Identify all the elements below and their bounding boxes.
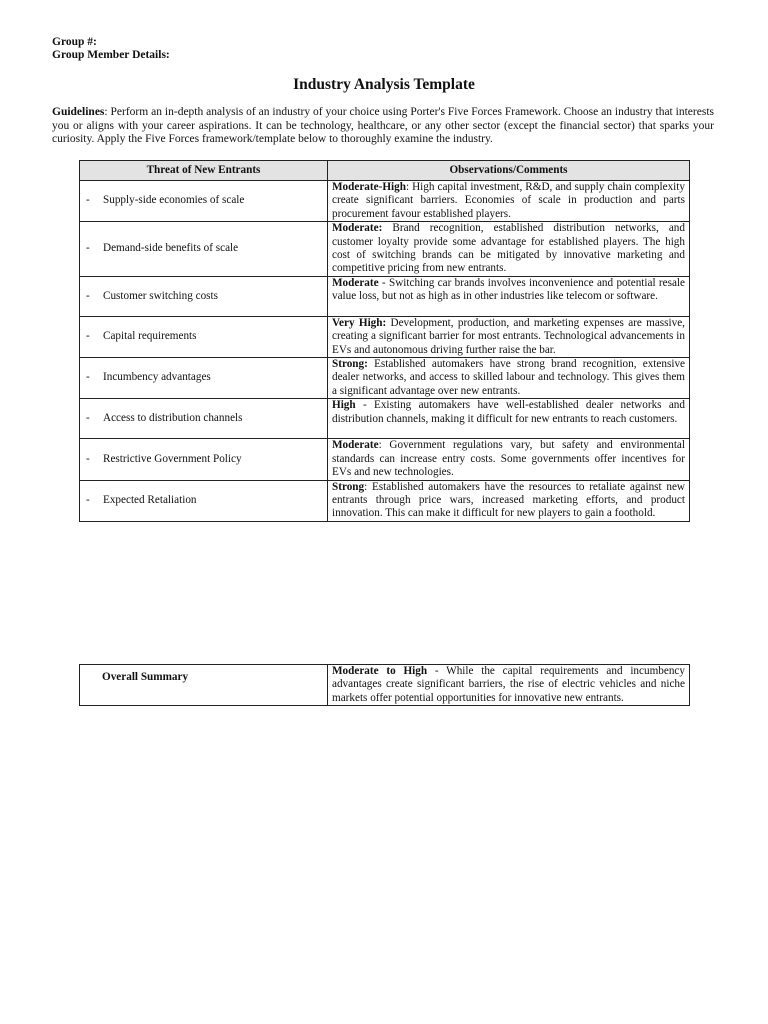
comment-text: : Established automakers have the resources to retaliate against new entrants through price wars, increased marketing efforts, and product innovation. This can make it difficult for new players to gain a foothold. [332, 480, 685, 520]
observation-cell [328, 399, 690, 439]
table-row [80, 480, 690, 521]
rating-label: Moderate: [332, 222, 383, 235]
table-row [80, 181, 690, 222]
guidelines-text: : Perform an in-depth analysis of an industry of your choice using Porter's Five Forces Framework. Choose an industry that interests you or aligns with your career aspirations. It can be technology, healthcare, or any other sector (except the financial sector) that sparks your curiosity. Apply the Five Forces framework/template below to thoroughly examine the industry. [52, 106, 714, 145]
factor-label: Demand-side benefits of scale [103, 242, 239, 255]
bullet-dash: - [86, 412, 90, 425]
factor-cell [80, 399, 328, 439]
factor-label: Supply-side economies of scale [103, 194, 245, 207]
table-row [80, 358, 690, 399]
summary-rating-label: Moderate to High [332, 665, 428, 677]
bullet-dash: - [86, 493, 90, 506]
summary-row [80, 665, 690, 706]
observation-cell [328, 276, 690, 316]
comment-text: Brand recognition, established distribution networks, and customer loyalty provide some advantage for established players. The high cost of switching brands can be mitigated by innovative marketing and competitive pricing from new entrants. [332, 222, 685, 275]
factor-cell [80, 316, 328, 357]
comment-text: Development, production, and marketing expenses are massive, creating a significant barrier for most entrants. Technological advancements in EVs and autonomous driving further raise the bar. [332, 316, 685, 356]
guidelines-paragraph [52, 106, 714, 147]
group-member-details-label: Group Member Details: [52, 49, 170, 61]
factor-label: Customer switching costs [103, 289, 218, 302]
summary-observation-cell [328, 665, 690, 706]
rating-label: Very High: [332, 316, 387, 329]
bullet-dash: - [86, 194, 90, 207]
page-title: Industry Analysis Template [293, 76, 475, 93]
comment-text: : Government regulations vary, but safety and environmental standards can increase entry costs. Some governments offer incentives for EVs and new technologies. [332, 439, 685, 479]
table-header-row [80, 161, 690, 181]
factor-label: Expected Retaliation [103, 493, 197, 506]
observation-cell [328, 181, 690, 222]
factor-cell [80, 222, 328, 277]
factor-label: Capital requirements [103, 330, 197, 343]
comment-text: - Switching car brands involves inconvenience and potential resale value loss, but not as high as in other industries like telecom or software. [332, 276, 685, 303]
bullet-dash: - [86, 242, 90, 255]
rating-label: Moderate [332, 276, 379, 289]
comment-text: : High capital investment, R&D, and supply chain complexity create significant barriers. Economies of scale in production and parts procurement favour established players. [332, 181, 685, 220]
factor-cell [80, 181, 328, 222]
factor-cell [80, 358, 328, 399]
observation-cell [328, 439, 690, 480]
guidelines-label: Guidelines [52, 106, 105, 118]
observation-cell [328, 222, 690, 277]
header-observations-comments: Observations/Comments [328, 161, 690, 181]
table-row [80, 316, 690, 357]
rating-label: High [332, 399, 356, 412]
comment-text: - Existing automakers have well-established dealer networks and distribution channels, making it difficult for new entrants to reach customers. [332, 399, 685, 425]
factor-label: Incumbency advantages [103, 371, 211, 384]
observation-cell [328, 316, 690, 357]
bullet-dash: - [86, 330, 90, 343]
threat-of-new-entrants-table [79, 160, 690, 522]
group-number-label: Group #: [52, 36, 97, 48]
summary-comment-text: - While the capital requirements and incumbency advantages create significant barriers, the rise of electric vehicles and niche markets offer potential opportunities for innovative new entrants. [332, 665, 685, 704]
comment-text: Established automakers have strong brand recognition, extensive dealer networks, and access to skilled labour and technology. This gives them a significant advantage over new entrants. [332, 358, 685, 397]
factor-cell [80, 439, 328, 480]
factor-cell [80, 480, 328, 521]
overall-summary-label: Overall Summary [80, 665, 328, 706]
rating-label: Strong: [332, 358, 368, 371]
table-row [80, 399, 690, 439]
bullet-dash: - [86, 371, 90, 384]
factor-label: Access to distribution channels [103, 412, 243, 425]
bullet-dash: - [86, 289, 90, 302]
observation-cell [328, 480, 690, 521]
rating-label: Moderate-High [332, 181, 406, 193]
bullet-dash: - [86, 452, 90, 465]
overall-summary-table [79, 664, 690, 706]
rating-label: Moderate [332, 439, 379, 452]
observation-cell [328, 358, 690, 399]
rating-label: Strong [332, 480, 365, 493]
factor-cell [80, 276, 328, 316]
table-row [80, 276, 690, 316]
table-row [80, 439, 690, 480]
factor-label: Restrictive Government Policy [103, 452, 242, 465]
header-threat-of-new-entrants: Threat of New Entrants [80, 161, 328, 181]
table-row [80, 222, 690, 277]
